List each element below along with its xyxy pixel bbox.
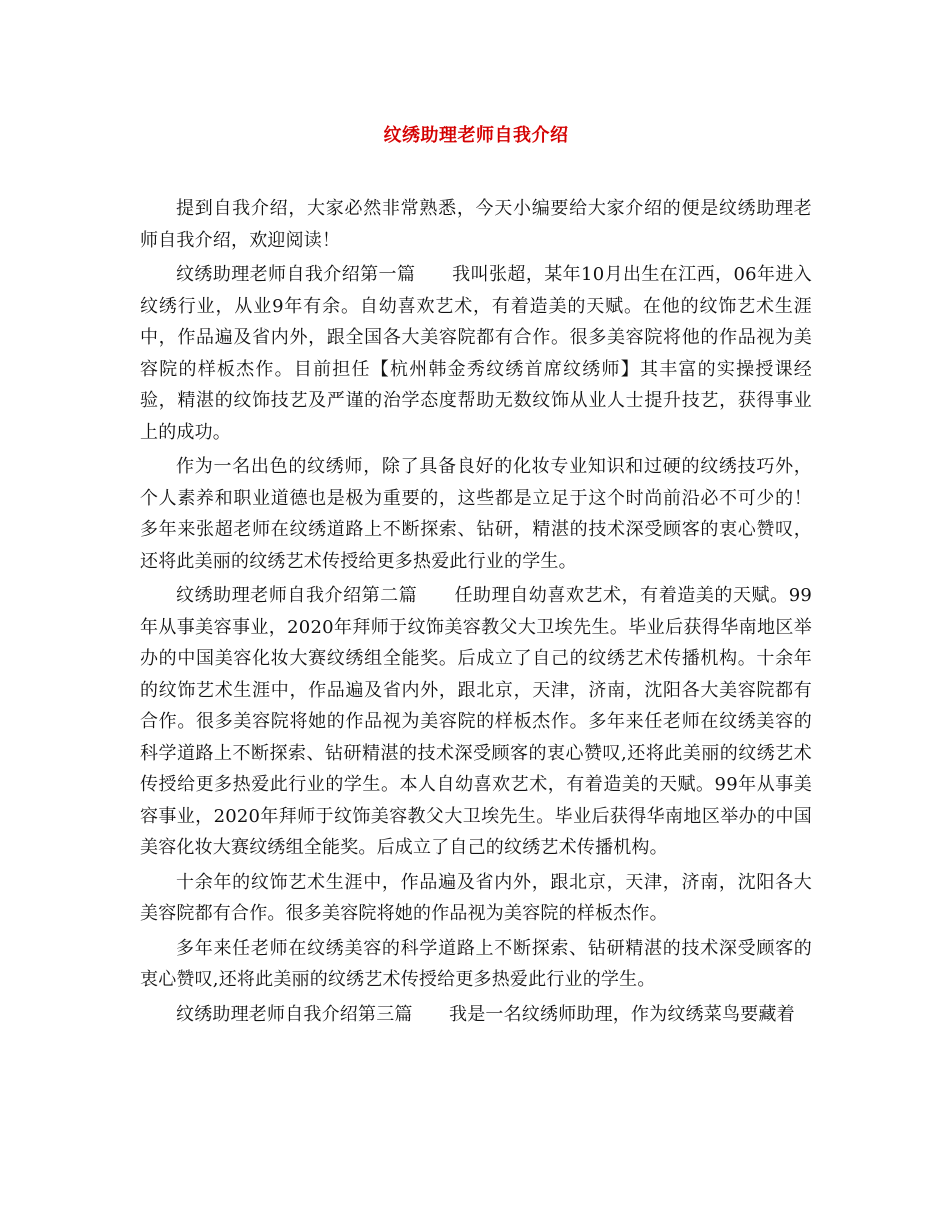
paragraph-intro: 提到自我介绍，大家必然非常熟悉，今天小编要给大家介绍的便是纹绣助理老师自我介绍，欢迎阅读！ xyxy=(140,198,812,251)
document-title: 纹绣助理老师自我介绍 xyxy=(383,125,569,146)
document-body xyxy=(140,122,812,1033)
paragraph-first-article-continued: 作为一名出色的纹绣师，除了具备良好的化妆专业知识和过硬的纹绣技巧外，个人素养和职业道德也是极为重要的，这些都是立足于这个时尚前沿必不可少的！多年来张超老师在纹绣道路上不断探索、钻研，精湛的技术深受顾客的衷心赞叹，还将此美丽的纹绣艺术传授给更多热爱此行业的学生。 xyxy=(140,456,812,572)
paragraph-career-experience: 十余年的纹饰艺术生涯中，作品遍及省内外，跟北京，天津，济南，沈阳各大美容院都有合作。很多美容院将她的作品视为美容院的样板杰作。 xyxy=(140,871,812,924)
paragraph-third-article: 纹绣助理老师自我介绍第三篇 我是一名纹绣师助理，作为纹绣菜鸟要藏着 xyxy=(176,1003,795,1025)
paragraph-second-article: 纹绣助理老师自我介绍第二篇 任助理自幼喜欢艺术，有着造美的天赋。99年从事美容事业，2020年拜师于纹饰美容教父大卫埃先生。毕业后获得华南地区举办的中国美容化妆大赛纹绣组全能奖。后成立了自己的纹绣艺术传播机构。十余年的纹饰艺术生涯中，作品遍及省内外，跟北京，天津，济南，沈阳各大美容院都有合作。很多美容院将她的作品视为美容院的样板杰作。多年来任老师在纹绣美容的科学道路上不断探索、钻研精湛的技术深受顾客的衷心赞叹,还将此美丽的纹绣艺术传授给更多热爱此行业的学生。本人自幼喜欢艺术，有着造美的天赋。99年从事美容事业，2020年拜师于纹饰美容教父大卫埃先生。毕业后获得华南地区举办的中国美容化妆大赛纹绣组全能奖。后成立了自己的纹绣艺术传播机构。 xyxy=(140,585,812,858)
paragraph-first-article: 纹绣助理老师自我介绍第一篇 我叫张超，某年10月出生在江西，06年进入纹绣行业，从业9年有余。自幼喜欢艺术，有着造美的天赋。在他的纹饰艺术生涯中，作品遍及省内外，跟全国各大美容院都有合作。很多美容院将他的作品视为美容院的样板杰作。目前担任【杭州韩金秀纹绣首席纹绣师】其丰富的实操授课经验，精湛的纹饰技艺及严谨的治学态度帮助无数纹饰从业人士提升技艺，获得事业上的成功。 xyxy=(140,264,812,443)
paragraph-teacher-exploration: 多年来任老师在纹绣美容的科学道路上不断探索、钻研精湛的技术深受顾客的衷心赞叹,还将此美丽的纹绣艺术传授给更多热爱此行业的学生。 xyxy=(140,937,812,990)
